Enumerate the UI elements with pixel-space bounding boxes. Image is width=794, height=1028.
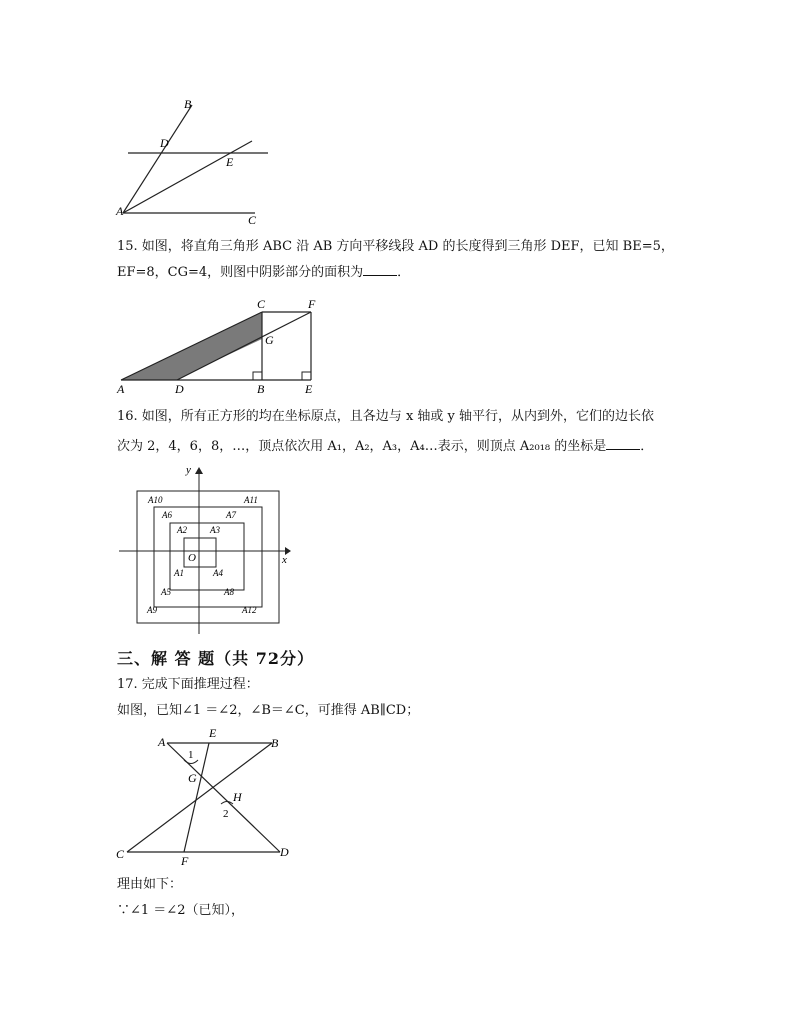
- point-label-a: A: [117, 382, 125, 396]
- point-label-c: C: [248, 213, 257, 227]
- q17-reason-title: 理由如下：: [117, 877, 183, 892]
- y-axis-arrow: [195, 467, 203, 474]
- right-angle-e: [302, 372, 311, 380]
- point-label-c: C: [116, 847, 125, 861]
- point-label-e: E: [305, 382, 313, 396]
- point-label-f: F: [181, 854, 189, 868]
- point-label-f: F: [308, 297, 316, 311]
- point-label-g: G: [265, 333, 274, 347]
- q16-line1: 16. 如图，所有正方形的均在坐标原点，且各边与 x 轴或 y 轴平行，从内到外，它们的边长依: [117, 409, 655, 424]
- q16-line2: [117, 437, 653, 456]
- point-label-b: B: [184, 97, 192, 111]
- q16-answer-blank[interactable]: [606, 437, 640, 450]
- vertex-a11: A11: [244, 495, 258, 505]
- point-label-d: D: [280, 845, 289, 859]
- line-ae: [123, 141, 252, 213]
- vertex-a10: A10: [148, 495, 163, 505]
- q15-line2: [117, 263, 410, 282]
- point-label-g: G: [188, 771, 197, 785]
- angle-1-label: 1: [188, 749, 194, 761]
- figure-q16: [115, 462, 295, 638]
- q16-line2-text: 次为 2，4，6，8，…，顶点依次用 A₁，A₂，A₃，A₄…表示，则顶点 A₂₀₁₈ 的坐标是: [117, 439, 607, 454]
- line-ab: [123, 105, 192, 213]
- vertex-a1: A1: [174, 568, 184, 578]
- q17-given: 如图，已知∠1 ＝∠2，∠B＝∠C，可推得 AB∥CD；: [117, 703, 420, 718]
- origin-label: O: [188, 552, 196, 564]
- figure-q14: [110, 92, 280, 227]
- right-angle-b: [253, 372, 262, 380]
- square-side-8: [137, 491, 279, 623]
- y-axis-label: y: [186, 464, 191, 476]
- point-label-e: E: [209, 726, 217, 740]
- vertex-a12: A12: [242, 605, 257, 615]
- q15-line2-end: ．: [397, 265, 411, 280]
- q16-line2-end: ．: [640, 439, 654, 454]
- point-label-d: D: [175, 382, 184, 396]
- line-ad: [167, 743, 280, 852]
- q15-answer-blank[interactable]: [363, 263, 397, 276]
- point-label-e: E: [226, 155, 234, 169]
- vertex-a9: A9: [147, 605, 157, 615]
- q15-line1: 15. 如图，将直角三角形 ABC 沿 AB 方向平移线段 AD 的长度得到三角形 DEF，已知 BE=5，: [117, 239, 674, 254]
- q17-reason-line1: ∵∠1 ＝∠2（已知），: [117, 903, 244, 918]
- vertex-a7: A7: [226, 510, 236, 520]
- point-label-a: A: [158, 735, 166, 749]
- q15-line2-text: EF=8，CG=4，则图中阴影部分的面积为: [117, 265, 364, 280]
- line-bc: [127, 743, 272, 852]
- vertex-a3: A3: [210, 525, 220, 535]
- vertex-a8: A8: [224, 587, 234, 597]
- vertex-a2: A2: [177, 525, 187, 535]
- q17-intro: 17. 完成下面推理过程：: [117, 677, 259, 692]
- figure-q15: [112, 297, 327, 397]
- point-label-b: B: [257, 382, 265, 396]
- point-label-h: H: [233, 790, 242, 804]
- angle-2-arc: [221, 802, 233, 805]
- section-heading: 三、解 答 题（共 72分）: [117, 649, 314, 668]
- x-axis-label: x: [282, 554, 287, 566]
- angle-2-label: 2: [223, 808, 229, 820]
- point-label-c: C: [257, 297, 266, 311]
- point-label-a: A: [116, 204, 124, 218]
- vertex-a6: A6: [162, 510, 172, 520]
- vertex-a5: A5: [161, 587, 171, 597]
- vertex-a4: A4: [213, 568, 223, 578]
- figure-q17: [112, 725, 302, 870]
- point-label-b: B: [271, 736, 279, 750]
- point-label-d: D: [160, 136, 169, 150]
